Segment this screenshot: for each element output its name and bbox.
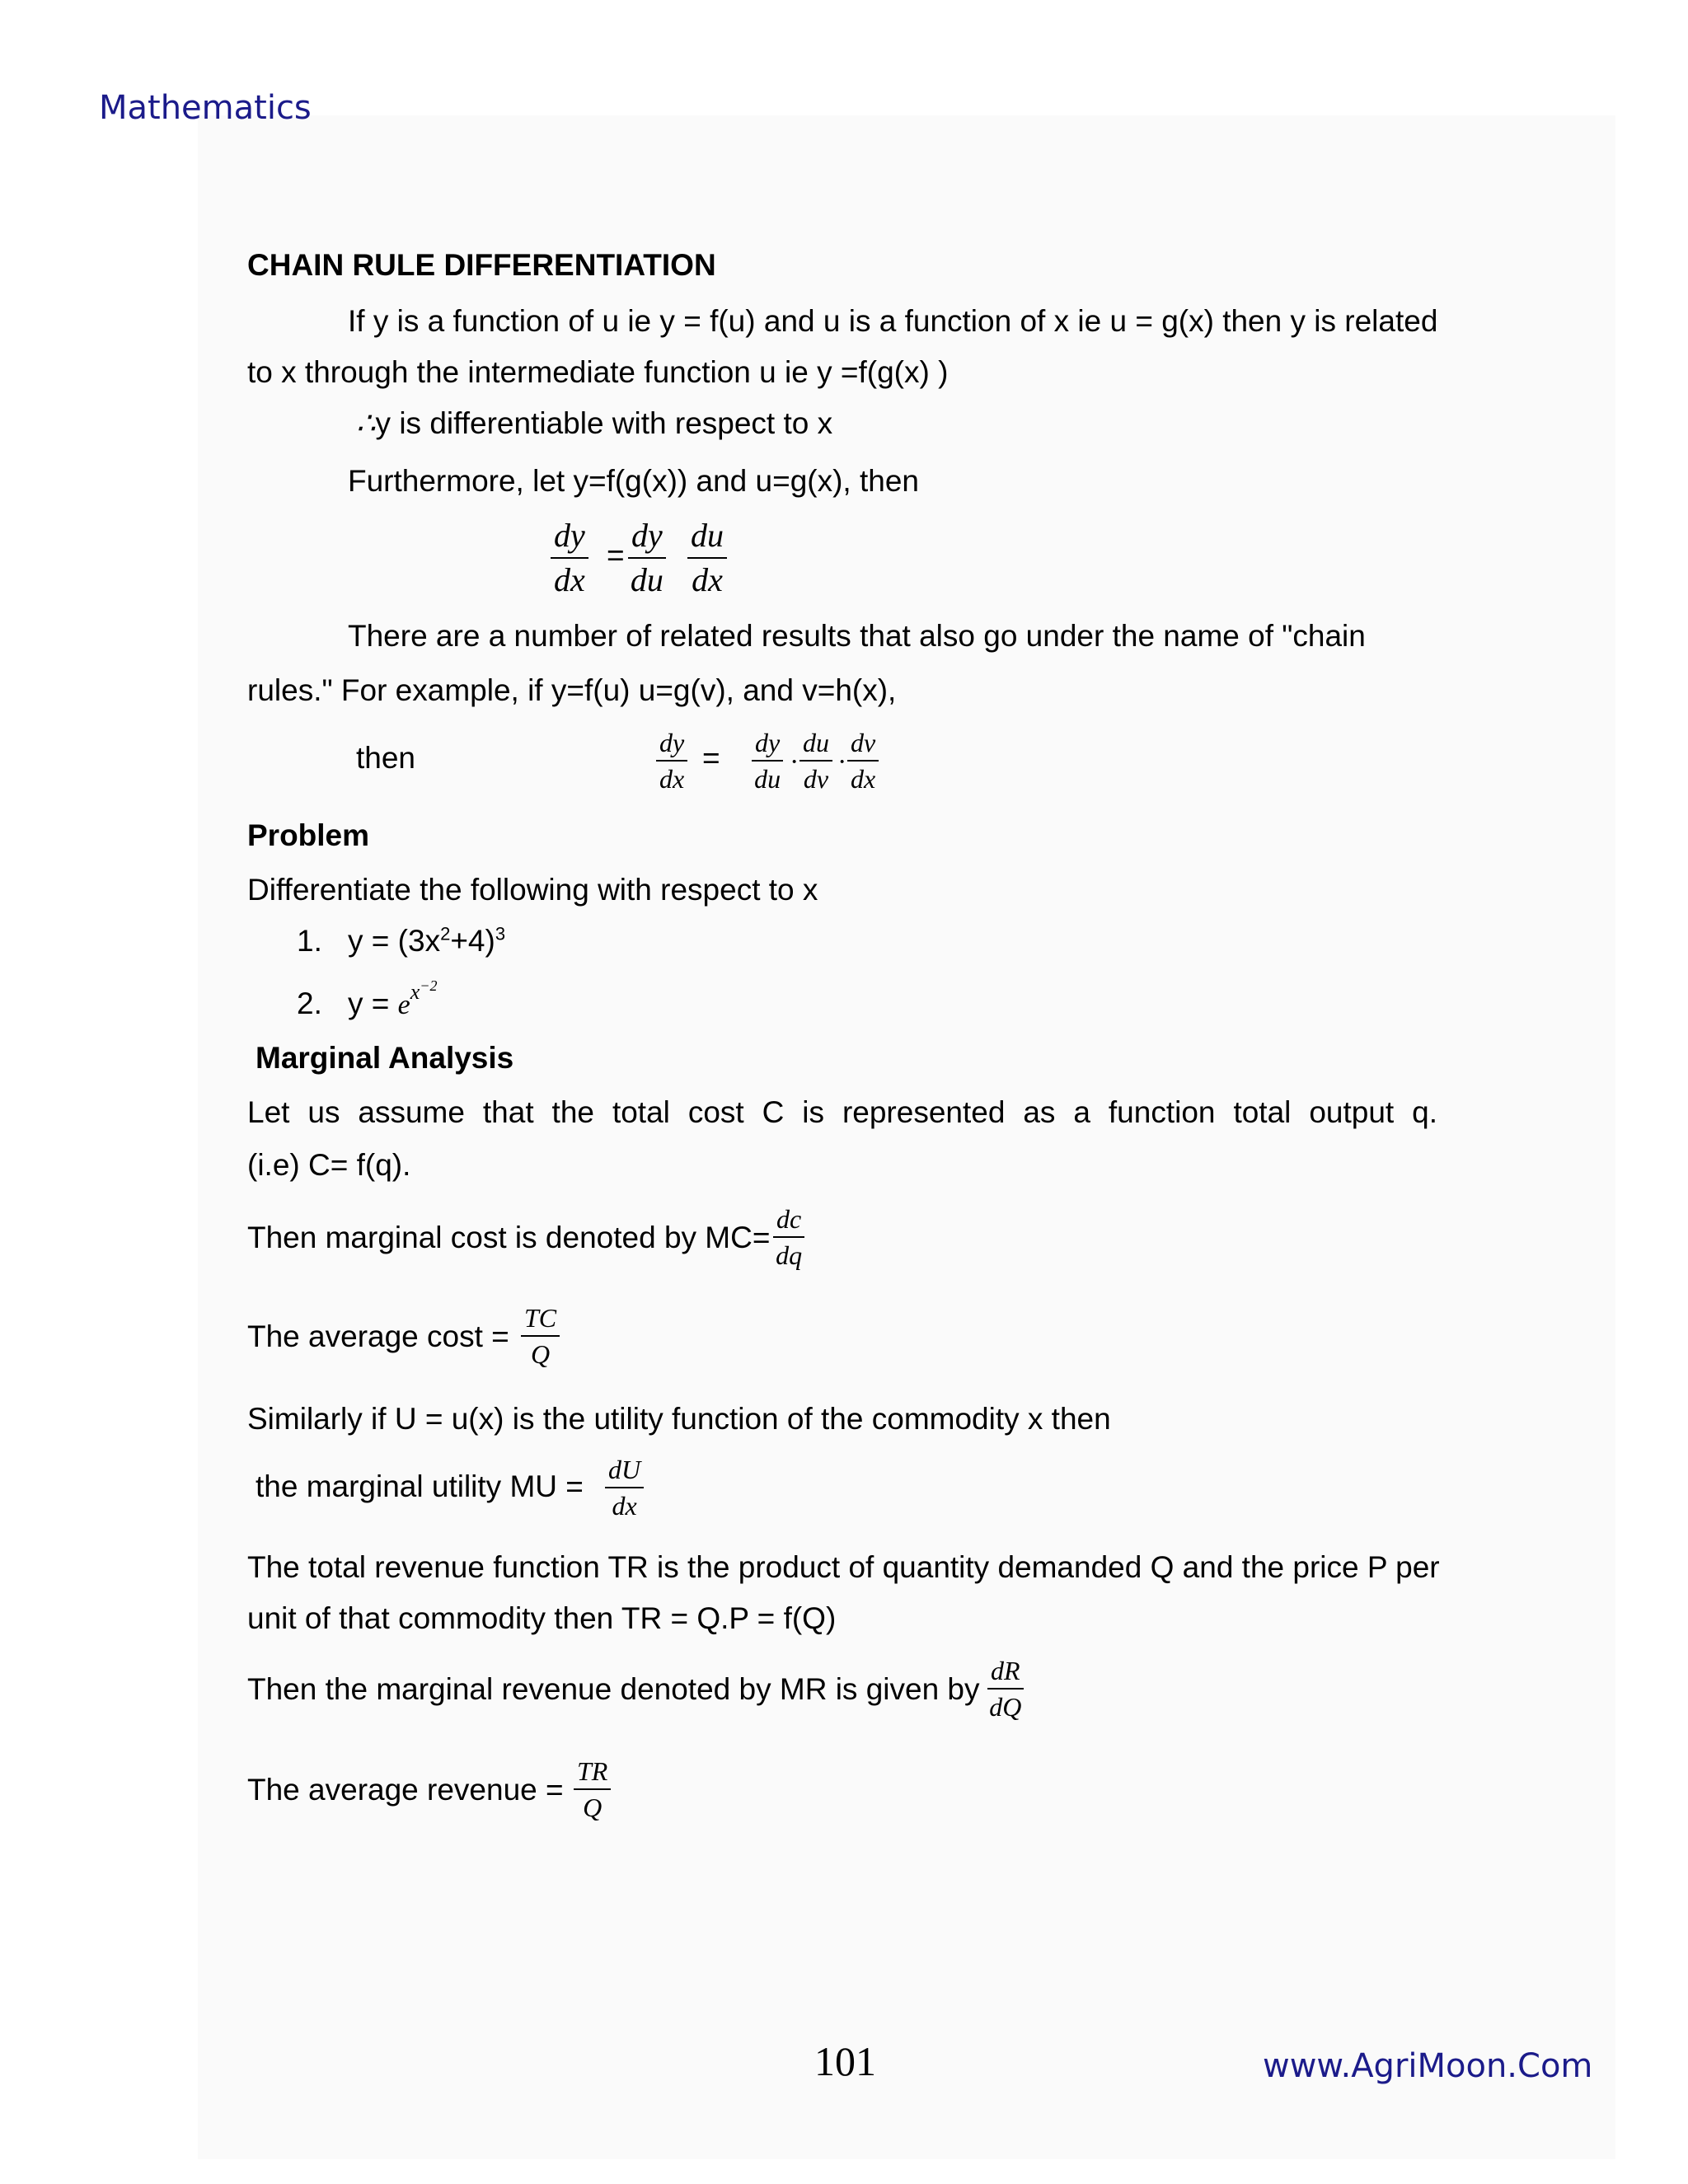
- paragraph-line: to x through the intermediate function u ie y =f(g(x) ): [247, 355, 949, 389]
- fraction-numerator: du: [687, 516, 727, 559]
- page-number: 101: [814, 2038, 876, 2084]
- fraction-numerator: dR: [987, 1655, 1024, 1690]
- paragraph-line: (i.e) C= f(q).: [247, 1148, 411, 1182]
- exponential-base: e: [397, 990, 410, 1020]
- fraction-du-dx: [687, 516, 727, 600]
- equals-sign: =: [702, 741, 720, 775]
- fraction-denominator: dx: [612, 1491, 637, 1521]
- exponent-base: x: [410, 980, 420, 1004]
- multiplication-dot: ·: [790, 747, 799, 777]
- fraction-denominator: dx: [554, 561, 585, 598]
- fraction-denominator: dq: [776, 1240, 803, 1270]
- superscript: 2: [440, 923, 451, 944]
- fraction-numerator: dy: [752, 727, 783, 762]
- fraction-tc-q: [521, 1302, 560, 1370]
- marginal-utility-text: the marginal utility MU =: [256, 1469, 584, 1503]
- section-heading-marginal-analysis: Marginal Analysis: [256, 1041, 514, 1075]
- section-heading-chain-rule: CHAIN RULE DIFFERENTIATION: [247, 248, 716, 282]
- then-label: then: [356, 741, 416, 775]
- fraction-dv-dx: [847, 727, 879, 794]
- paragraph-line: rules." For example, if y=f(u) u=g(v), and v=h(x),: [247, 673, 897, 707]
- fraction-numerator: dc: [773, 1203, 804, 1238]
- problem-intro: Differentiate the following with respect to x: [247, 873, 818, 907]
- paragraph-line: The total revenue function TR is the product of quantity demanded Q and the price P per: [247, 1550, 1440, 1584]
- website-link[interactable]: www.AgriMoon.Com: [1263, 2047, 1593, 2085]
- header-title: Mathematics: [99, 89, 312, 127]
- fraction-denominator: dx: [692, 561, 723, 598]
- paragraph-line: unit of that commodity then TR = Q.P = f(Q): [247, 1601, 837, 1635]
- fraction-dy-du: [752, 727, 783, 794]
- fraction-du-dv: [799, 727, 832, 794]
- fraction-dr-dq: [987, 1655, 1024, 1722]
- fraction-dy-dx: [656, 727, 687, 794]
- section-heading-problem: Problem: [247, 818, 370, 852]
- marginal-cost-text: Then marginal cost is denoted by MC=: [247, 1221, 771, 1254]
- paragraph-line-justified: Let us assume that the total cost C is represented as a function total output q.: [247, 1095, 1437, 1129]
- average-revenue-text: The average revenue =: [247, 1773, 564, 1807]
- marginal-revenue-text: Then the marginal revenue denoted by MR is given by: [247, 1672, 980, 1706]
- exponent-power: −2: [420, 977, 438, 994]
- paragraph-line: Furthermore, let y=f(g(x)) and u=g(x), then: [348, 464, 919, 498]
- fraction-numerator: TC: [521, 1302, 560, 1337]
- problem-item-1: [348, 923, 505, 959]
- fraction-numerator: dv: [847, 727, 879, 762]
- expr-part: +4): [450, 924, 495, 958]
- fraction-numerator: dy: [628, 516, 666, 559]
- fraction-numerator: dy: [551, 516, 588, 559]
- therefore-text: y is differentiable with respect to x: [375, 406, 833, 440]
- equals-sign: =: [607, 538, 625, 572]
- problem-item-2: [348, 977, 438, 1027]
- fraction-numerator: du: [799, 727, 832, 762]
- therefore-symbol: ∴: [356, 407, 376, 441]
- fraction-denominator: dQ: [989, 1692, 1022, 1722]
- fraction-du-dx: [605, 1454, 644, 1521]
- fraction-denominator: Q: [531, 1339, 551, 1369]
- fraction-dy-du: [628, 516, 666, 600]
- fraction-denominator: dx: [659, 764, 685, 794]
- fraction-denominator: du: [754, 764, 781, 794]
- problem-item-number: 1.: [297, 924, 322, 958]
- expr-part: y = (3x: [348, 924, 441, 958]
- fraction-denominator: dv: [803, 764, 829, 794]
- paragraph-line: Similarly if U = u(x) is the utility function of the commodity x then: [247, 1402, 1111, 1436]
- fraction-dc-dq: [773, 1203, 804, 1271]
- fraction-dy-dx: [551, 516, 588, 600]
- therefore-line: [356, 405, 832, 443]
- fraction-denominator: dx: [851, 764, 876, 794]
- paragraph-line: If y is a function of u ie y = f(u) and u is a function of x ie u = g(x) then y is related: [348, 304, 1438, 338]
- superscript: 3: [495, 923, 506, 944]
- problem-item-number: 2.: [297, 987, 322, 1020]
- fraction-numerator: TR: [574, 1755, 611, 1790]
- fraction-tr-q: [574, 1755, 611, 1823]
- fraction-numerator: dy: [656, 727, 687, 762]
- multiplication-dot: ·: [837, 747, 847, 777]
- paragraph-line: There are a number of related results that also go under the name of "chain: [348, 619, 1366, 653]
- average-cost-text: The average cost =: [247, 1319, 509, 1353]
- expr-part: y =: [348, 987, 398, 1020]
- fraction-denominator: du: [630, 561, 663, 598]
- fraction-denominator: Q: [583, 1793, 603, 1822]
- fraction-numerator: dU: [605, 1454, 644, 1488]
